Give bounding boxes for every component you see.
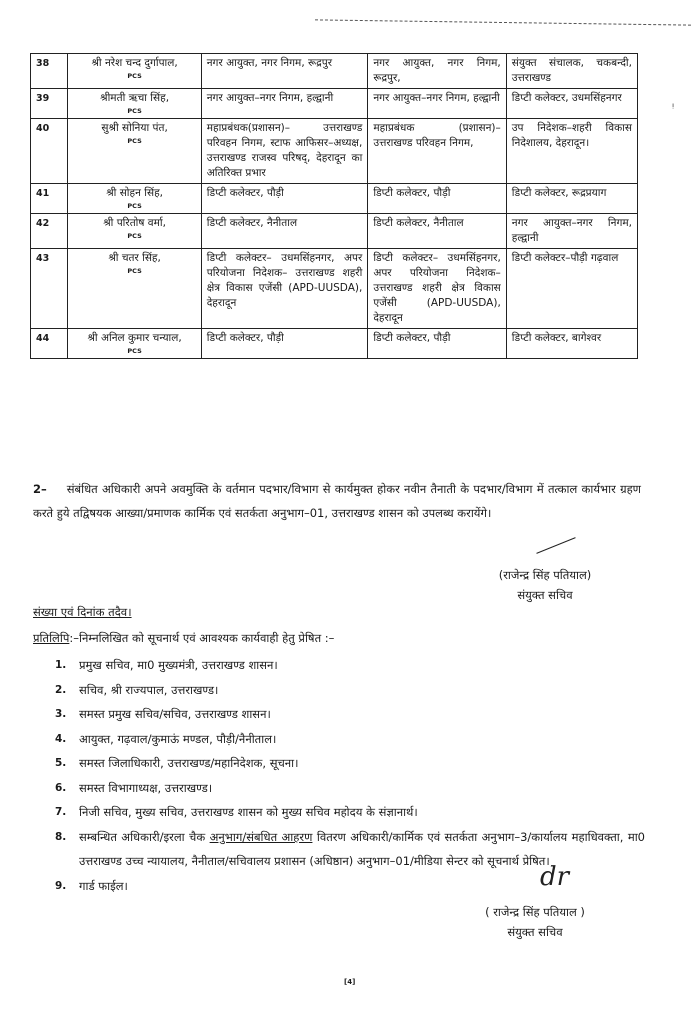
current-post-cell: डिप्टी कलेक्टर– उधमसिंहनगर, अपर परियोजना निदेशक– उत्तराखण्ड शहरी क्षेत्र विकास एजेंसी (APD-UUSDA), देहरादून [201,249,368,329]
service-label: PCS [127,107,142,115]
serial-number-cell: 41 [31,184,68,214]
officer-name-cell [68,184,201,214]
serial-number-cell: 44 [31,329,68,359]
service-label: PCS [127,202,142,210]
officer-name: श्रीमती ऋचा सिंह, [100,92,170,104]
officer-name-cell [68,329,201,359]
copy-to-label: प्रतिलिपि [33,631,70,645]
service-label: PCS [127,137,142,145]
list-item [55,776,645,801]
list-index: 4. [55,732,67,745]
service-label: PCS [127,232,142,240]
current-post-cell: नगर आयुक्त–नगर निगम, हल्द्वानी [201,89,368,119]
relieved-from-cell: महाप्रबंधक (प्रशासन)– उत्तराखण्ड परिवहन निगम, [368,119,506,184]
list-item [55,653,645,678]
list-index: 2. [55,683,67,696]
list-text: समस्त जिलाधिकारी, उत्तराखण्ड/महानिदेशक, सूचना। [79,756,299,770]
relieved-from-cell: डिप्टी कलेक्टर– उधमसिंहनगर, अपर परियोजना निदेशक– उत्तराखण्ड शहरी क्षेत्र विकास एजेंसी (APD-UUSDA), देहरादून [368,249,506,329]
signatory-name: ( राजेन्द्र सिंह पतियाल ) [485,905,585,919]
officer-name-cell [68,249,201,329]
current-post-cell: डिप्टी कलेक्टर, पौड़ी [201,329,368,359]
list-text-underlined: अनुभाग/संबधित आहरण [209,829,313,844]
list-index: 7. [55,806,67,818]
signature-block-1 [470,565,620,605]
signatory-designation: संयुक्त सचिव [517,588,573,602]
new-post-cell: डिप्टी कलेक्टर, रूद्रप्रयाग [506,184,637,214]
copy-to-text: :–निम्नलिखित को सूचनार्थ एवं आवश्यक कार्यवाही हेतु प्रेषित :– [69,631,335,645]
officer-name-cell [68,54,201,89]
current-post-cell: डिप्टी कलेक्टर, नैनीताल [201,214,368,249]
table-row [31,249,638,329]
service-label: PCS [127,267,142,275]
list-text: गार्ड फाईल। [79,878,128,893]
new-post-cell: डिप्टी कलेक्टर–पौड़ी गढ़वाल [506,249,637,329]
officer-name: श्री सोहन सिंह, [106,187,163,199]
list-item [55,678,645,703]
new-post-cell: उप निदेशक–शहरी विकास निदेशालय, देहरादून। [506,119,637,184]
list-text: समस्त विभागाध्यक्ष, उत्तराखण्ड। [79,780,213,795]
serial-number-cell: 40 [31,119,68,184]
relieved-from-cell: डिप्टी कलेक्टर, पौड़ी [368,184,506,214]
list-text: आयुक्त, गढ़वाल/कुमाऊं मण्डल, पौड़ी/नैनीताल। [79,731,277,746]
signature-mark [536,537,575,554]
signatory-designation: संयुक्त सचिव [507,925,563,939]
list-index: 3. [55,708,67,720]
service-label: PCS [127,72,142,80]
table-row [31,89,638,119]
new-post-cell: डिप्टी कलेक्टर, बागेश्वर [506,329,637,359]
table-row [31,214,638,249]
list-index: 9. [55,879,67,892]
list-index: 6. [55,781,67,794]
list-index: 5. [55,757,67,769]
signatory-name: (राजेन्द्र सिंह पतियाल) [498,568,592,582]
table-row [31,329,638,359]
relieved-from-cell: डिप्टी कलेक्टर, पौड़ी [368,329,506,359]
list-item [55,727,645,752]
table-row [31,184,638,214]
list-item [55,702,645,727]
serial-number-cell: 38 [31,54,68,89]
officer-name: श्री परितोष वर्मा, [103,217,166,229]
paragraph-text: संबंधित अधिकारी अपने अवमुक्ति के वर्तमान पदभार/विभाग से कार्यमुक्त होकर नवीन तैनाती के पदभार/विभाग में तत्काल कार्यभार ग्रहण करते हुये तद्विषयक आख्या/प्रमाणक कार्मिक एवं सतर्कता अनुभाग–01, उत्तराखण्ड शासन को उपलब्ध करायेंगे। [33,482,641,520]
relieved-from-cell: नगर आयुक्त, नगर निगम, रूद्रपुर, [368,54,506,89]
table-row [31,119,638,184]
paragraph-2 [33,477,641,525]
reference-line: संख्या एवं दिनांक तदैव। [33,605,132,619]
copy-to-heading [33,631,334,646]
officer-name: श्री चतर सिंह, [108,252,161,264]
list-text: प्रमुख सचिव, मा0 मुख्यमंत्री, उत्तराखण्ड शासन। [79,658,278,672]
serial-number-cell: 43 [31,249,68,329]
list-item [55,751,645,776]
signature-block-2 [450,902,620,942]
list-text: सचिव, श्री राज्यपाल, उत्तराखण्ड। [79,682,219,697]
table-row [31,54,638,89]
page-number: [4] [344,978,356,986]
officer-name: श्री नरेश चन्द दुर्गापाल, [91,57,178,69]
margin-mark: ᵎ [672,100,675,114]
serial-number-cell: 39 [31,89,68,119]
signature-initials: dr [540,862,570,892]
officer-name-cell [68,89,201,119]
list-text: निजी सचिव, मुख्य सचिव, उत्तराखण्ड शासन को मुख्य सचिव महोदय के संज्ञानार्थ। [79,805,418,819]
service-label: PCS [127,347,142,355]
list-text-part: वितरण अधिकारी/कार्मिक एवं सतर्कता अनुभाग–3/कार्यालय महाधिवक्ता, मा0 उत्तराखण्ड उच्च न्यायालय, नैनीताल/सचिवालय प्रशासन (अधिष्ठान) अनुभाग–01/मीडिया सेन्टर को सूचनार्थ प्रेषित। [79,829,645,868]
new-post-cell: डिप्टी कलेक्टर, उधमसिंहनगर [506,89,637,119]
new-post-cell: नगर आयुक्त–नगर निगम, हल्द्वानी [506,214,637,249]
officer-name: श्री अनिल कुमार चन्याल, [87,332,182,344]
relieved-from-cell: डिप्टी कलेक्टर, नैनीताल [368,214,506,249]
transfer-table [30,53,638,359]
list-index: 1. [55,659,67,671]
scan-artifact-line [315,19,691,25]
officer-name-cell [68,119,201,184]
current-post-cell: डिप्टी कलेक्टर, पौड़ी [201,184,368,214]
officer-name-cell [68,214,201,249]
list-item [55,800,645,825]
serial-number-cell: 42 [31,214,68,249]
officer-name: सुश्री सोनिया पंत, [101,122,168,134]
current-post-cell: नगर आयुक्त, नगर निगम, रूद्रपुर [201,54,368,89]
relieved-from-cell: नगर आयुक्त–नगर निगम, हल्द्वानी [368,89,506,119]
list-index: 8. [55,830,67,843]
new-post-cell: संयुक्त संचालक, चकबन्दी, उत्तराखण्ड [506,54,637,89]
paragraph-number: 2– [33,482,47,496]
list-text-part: सम्बन्धित अधिकारी/इरला चैक [79,829,210,844]
list-text: समस्त प्रमुख सचिव/सचिव, उत्तराखण्ड शासन। [79,707,271,721]
current-post-cell: महाप्रबंधक(प्रशासन)– उत्तराखण्ड परिवहन निगम, स्टाफ आफिसर–अध्यक्ष, उत्तराखण्ड राजस्व परिषद्, देहरादून का अतिरिक्त प्रभार [201,119,368,184]
